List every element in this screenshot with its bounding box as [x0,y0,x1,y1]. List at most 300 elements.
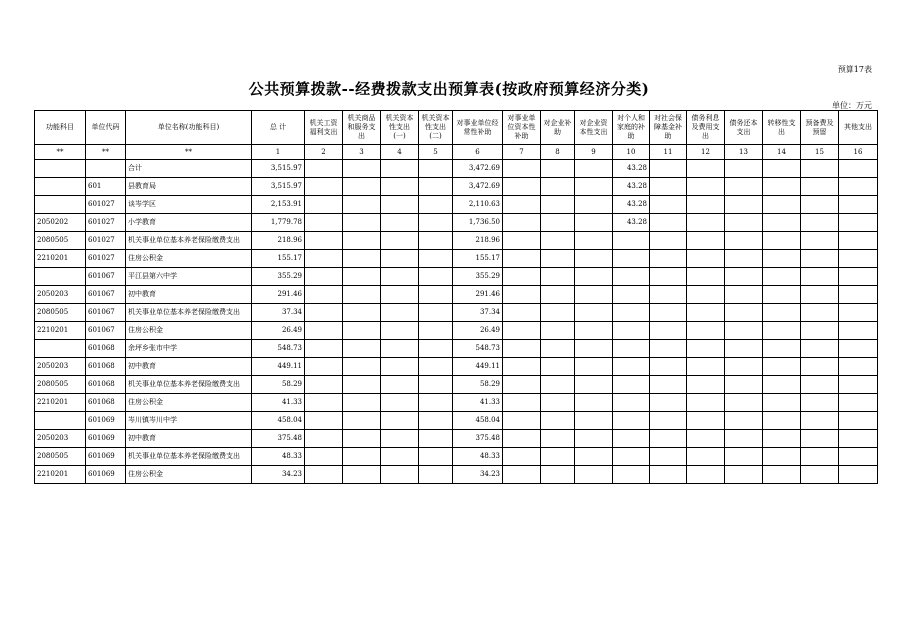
empty-cell [419,394,453,412]
empty-cell [725,160,763,178]
empty-cell [541,268,575,286]
empty-cell [419,286,453,304]
empty-cell [725,214,763,232]
empty-cell [801,304,839,322]
empty-cell [763,412,801,430]
table-row [35,412,878,430]
total-cell: 218.96 [252,232,305,250]
empty-cell [725,358,763,376]
empty-cell [763,268,801,286]
empty-cell [305,394,343,412]
empty-cell [801,268,839,286]
empty-cell [381,358,419,376]
empty-cell [381,394,419,412]
empty-cell [763,196,801,214]
table-row [35,322,878,340]
column-index: ** [35,145,86,160]
empty-cell [839,430,878,448]
function-code-cell: 2080505 [35,304,86,322]
function-code-cell [35,178,86,196]
unit-name-cell: 住房公积金 [126,322,252,340]
empty-cell [541,322,575,340]
empty-cell [801,394,839,412]
total-cell: 58.29 [252,376,305,394]
empty-cell [305,268,343,286]
empty-cell [763,358,801,376]
empty-cell [725,268,763,286]
document-code: 预算17表 [837,65,872,74]
empty-cell [381,304,419,322]
unit-code-cell: 601067 [86,304,126,322]
empty-cell [419,358,453,376]
unit-code-cell: 601067 [86,322,126,340]
empty-cell [650,340,687,358]
column-index: 7 [503,145,541,160]
empty-cell [687,286,725,304]
column-index: 9 [575,145,613,160]
unit-code-cell [86,160,126,178]
personal-subsidy-cell: 43.28 [613,214,650,232]
table-row [35,160,878,178]
empty-cell [419,304,453,322]
empty-cell [381,448,419,466]
empty-cell [801,250,839,268]
empty-cell [687,160,725,178]
empty-cell [343,430,381,448]
function-code-cell: 2210201 [35,250,86,268]
column-index: 10 [613,145,650,160]
empty-cell [503,412,541,430]
empty-cell [419,466,453,484]
empty-cell [650,268,687,286]
column-header: 债务利息及费用支出 [687,111,725,145]
empty-cell [419,250,453,268]
empty-cell [381,160,419,178]
empty-cell [419,268,453,286]
empty-cell [839,250,878,268]
empty-cell [503,232,541,250]
table-row [35,286,878,304]
empty-cell [419,196,453,214]
function-code-cell [35,196,86,214]
empty-cell [725,466,763,484]
empty-cell [343,394,381,412]
column-header: 预备费及预留 [801,111,839,145]
table-row [35,250,878,268]
empty-cell [503,178,541,196]
empty-cell [305,160,343,178]
empty-cell [503,160,541,178]
institution-subsidy-cell: 449.11 [453,358,503,376]
empty-cell [839,286,878,304]
empty-cell [575,160,613,178]
empty-cell [575,466,613,484]
table-row [35,214,878,232]
empty-cell [839,448,878,466]
empty-cell [503,430,541,448]
unit-code-cell: 601027 [86,250,126,268]
unit-code-cell: 601068 [86,358,126,376]
institution-subsidy-cell: 58.29 [453,376,503,394]
empty-cell [541,304,575,322]
empty-cell [687,304,725,322]
column-header: 机关资本性支出(一) [381,111,419,145]
function-code-cell [35,160,86,178]
column-header: 其他支出 [839,111,878,145]
empty-cell [763,466,801,484]
unit-code-cell: 601027 [86,196,126,214]
unit-name-cell: 平江县第六中学 [126,268,252,286]
personal-subsidy-cell: 43.28 [613,178,650,196]
column-header: 转移性支出 [763,111,801,145]
empty-cell [381,196,419,214]
empty-cell [839,412,878,430]
budget-table [34,110,878,484]
table-row [35,340,878,358]
unit-name-cell: 初中教育 [126,430,252,448]
empty-cell [381,250,419,268]
empty-cell [687,340,725,358]
function-code-cell [35,268,86,286]
empty-cell [503,322,541,340]
empty-cell [343,340,381,358]
empty-cell [801,466,839,484]
empty-cell [725,340,763,358]
unit-name-cell: 住房公积金 [126,394,252,412]
empty-cell [650,358,687,376]
total-cell: 449.11 [252,358,305,376]
empty-cell [763,448,801,466]
empty-cell [305,232,343,250]
institution-subsidy-cell: 3,472.69 [453,160,503,178]
institution-subsidy-cell: 218.96 [453,232,503,250]
empty-cell [343,178,381,196]
empty-cell [305,286,343,304]
unit-name-cell: 机关事业单位基本养老保险缴费支出 [126,376,252,394]
column-header: 单位代码 [86,111,126,145]
unit-code-cell: 601068 [86,340,126,358]
table-row [35,232,878,250]
empty-cell [650,196,687,214]
empty-cell [687,448,725,466]
empty-cell [839,178,878,196]
total-cell: 355.29 [252,268,305,286]
empty-cell [801,178,839,196]
empty-cell [687,376,725,394]
unit-code-cell: 601067 [86,268,126,286]
empty-cell [650,394,687,412]
column-index: 4 [381,145,419,160]
table-row [35,196,878,214]
empty-cell [725,178,763,196]
function-code-cell: 2210201 [35,394,86,412]
institution-subsidy-cell: 155.17 [453,250,503,268]
empty-cell [419,340,453,358]
empty-cell [725,448,763,466]
empty-cell [725,322,763,340]
column-header: 单位名称(功能科目) [126,111,252,145]
empty-cell [763,304,801,322]
empty-cell [763,340,801,358]
column-index: 15 [801,145,839,160]
personal-subsidy-cell [613,376,650,394]
institution-subsidy-cell: 26.49 [453,322,503,340]
empty-cell [763,430,801,448]
empty-cell [839,394,878,412]
empty-cell [650,376,687,394]
empty-cell [541,250,575,268]
empty-cell [305,196,343,214]
empty-cell [381,322,419,340]
unit-code-cell: 601069 [86,448,126,466]
empty-cell [801,160,839,178]
empty-cell [650,178,687,196]
empty-cell [575,178,613,196]
empty-cell [305,322,343,340]
empty-cell [305,250,343,268]
column-index: ** [86,145,126,160]
empty-cell [687,412,725,430]
function-code-cell: 2050203 [35,430,86,448]
empty-cell [541,178,575,196]
empty-cell [381,232,419,250]
institution-subsidy-cell: 375.48 [453,430,503,448]
empty-cell [305,448,343,466]
empty-cell [343,466,381,484]
table-row [35,376,878,394]
empty-cell [763,232,801,250]
empty-cell [725,376,763,394]
unit-code-cell: 601069 [86,430,126,448]
function-code-cell: 2050202 [35,214,86,232]
empty-cell [343,322,381,340]
empty-cell [839,340,878,358]
personal-subsidy-cell [613,340,650,358]
empty-cell [305,214,343,232]
institution-subsidy-cell: 34.23 [453,466,503,484]
function-code-cell: 2210201 [35,466,86,484]
empty-cell [305,358,343,376]
column-header: 功能科目 [35,111,86,145]
empty-cell [305,466,343,484]
total-cell: 26.49 [252,322,305,340]
total-cell: 1,779.78 [252,214,305,232]
personal-subsidy-cell [613,268,650,286]
empty-cell [503,304,541,322]
personal-subsidy-cell: 43.28 [613,196,650,214]
unit-name-cell: 机关事业单位基本养老保险缴费支出 [126,232,252,250]
empty-cell [575,196,613,214]
empty-cell [801,430,839,448]
function-code-cell [35,340,86,358]
empty-cell [503,448,541,466]
empty-cell [725,304,763,322]
empty-cell [650,448,687,466]
column-header: 机关商品和服务支出 [343,111,381,145]
empty-cell [650,322,687,340]
column-index: 2 [305,145,343,160]
empty-cell [503,340,541,358]
personal-subsidy-cell [613,232,650,250]
empty-cell [650,232,687,250]
empty-cell [650,412,687,430]
column-header: 对个人和家庭的补助 [613,111,650,145]
empty-cell [503,286,541,304]
empty-cell [381,214,419,232]
empty-cell [343,376,381,394]
total-cell: 41.33 [252,394,305,412]
empty-cell [575,304,613,322]
column-index: 11 [650,145,687,160]
column-header: 对事业单位资本性补助 [503,111,541,145]
function-code-cell: 2080505 [35,448,86,466]
personal-subsidy-cell [613,358,650,376]
empty-cell [541,376,575,394]
unit-code-cell: 601069 [86,412,126,430]
column-index: 5 [419,145,453,160]
personal-subsidy-cell [613,466,650,484]
empty-cell [575,232,613,250]
empty-cell [305,376,343,394]
unit-name-cell: 住房公积金 [126,250,252,268]
empty-cell [725,250,763,268]
empty-cell [575,358,613,376]
function-code-cell: 2210201 [35,322,86,340]
institution-subsidy-cell: 1,736.50 [453,214,503,232]
empty-cell [381,430,419,448]
empty-cell [343,268,381,286]
empty-cell [839,268,878,286]
empty-cell [503,466,541,484]
empty-cell [381,286,419,304]
unit-code-cell: 601067 [86,286,126,304]
institution-subsidy-cell: 458.04 [453,412,503,430]
empty-cell [801,232,839,250]
unit-name-cell: 住房公积金 [126,466,252,484]
empty-cell [839,196,878,214]
personal-subsidy-cell [613,286,650,304]
unit-name-cell: 机关事业单位基本养老保险缴费支出 [126,304,252,322]
empty-cell [419,214,453,232]
unit-code-cell: 601068 [86,376,126,394]
empty-cell [575,376,613,394]
column-header: 机关资本性支出(二) [419,111,453,145]
empty-cell [541,412,575,430]
table-row [35,466,878,484]
table-row [35,178,878,196]
empty-cell [343,304,381,322]
empty-cell [575,214,613,232]
total-cell: 37.34 [252,304,305,322]
personal-subsidy-cell [613,322,650,340]
empty-cell [381,376,419,394]
empty-cell [801,358,839,376]
function-code-cell [35,412,86,430]
institution-subsidy-cell: 3,472.69 [453,178,503,196]
personal-subsidy-cell: 43.28 [613,160,650,178]
table-row [35,448,878,466]
column-header: 机关工资福利支出 [305,111,343,145]
institution-subsidy-cell: 41.33 [453,394,503,412]
empty-cell [801,286,839,304]
unit-code-cell: 601 [86,178,126,196]
unit-name-cell: 小学教育 [126,214,252,232]
empty-cell [343,358,381,376]
empty-cell [839,358,878,376]
unit-code-cell: 601027 [86,214,126,232]
empty-cell [503,214,541,232]
empty-cell [763,160,801,178]
empty-cell [343,250,381,268]
unit-name-cell: 初中教育 [126,358,252,376]
table-row [35,268,878,286]
empty-cell [763,214,801,232]
empty-cell [687,268,725,286]
empty-cell [839,160,878,178]
empty-cell [763,178,801,196]
empty-cell [801,196,839,214]
empty-cell [687,232,725,250]
column-index: 8 [541,145,575,160]
unit-name-cell: 合计 [126,160,252,178]
empty-cell [650,214,687,232]
function-code-cell: 2080505 [35,376,86,394]
total-cell: 155.17 [252,250,305,268]
column-header: 总 计 [252,111,305,145]
unit-code-cell: 601068 [86,394,126,412]
empty-cell [801,322,839,340]
unit-name-cell: 岑川镇岑川中学 [126,412,252,430]
institution-subsidy-cell: 548.73 [453,340,503,358]
column-index: 16 [839,145,878,160]
empty-cell [839,214,878,232]
empty-cell [381,466,419,484]
empty-cell [839,466,878,484]
empty-cell [541,466,575,484]
empty-cell [650,304,687,322]
empty-cell [305,304,343,322]
empty-cell [305,412,343,430]
empty-cell [575,394,613,412]
empty-cell [725,196,763,214]
empty-cell [650,430,687,448]
header-row [35,111,878,145]
column-header: 对企业资本性支出 [575,111,613,145]
empty-cell [801,376,839,394]
empty-cell [687,178,725,196]
empty-cell [503,268,541,286]
empty-cell [541,448,575,466]
empty-cell [541,160,575,178]
empty-cell [575,412,613,430]
column-header: 债务还本支出 [725,111,763,145]
empty-cell [343,160,381,178]
column-index: 3 [343,145,381,160]
table-row [35,304,878,322]
unit-name-cell: 机关事业单位基本养老保险缴费支出 [126,448,252,466]
empty-cell [381,412,419,430]
empty-cell [343,412,381,430]
empty-cell [725,286,763,304]
empty-cell [763,376,801,394]
empty-cell [541,214,575,232]
personal-subsidy-cell [613,412,650,430]
unit-name-cell: 谈岑学区 [126,196,252,214]
total-cell: 48.33 [252,448,305,466]
personal-subsidy-cell [613,430,650,448]
empty-cell [725,232,763,250]
empty-cell [503,196,541,214]
